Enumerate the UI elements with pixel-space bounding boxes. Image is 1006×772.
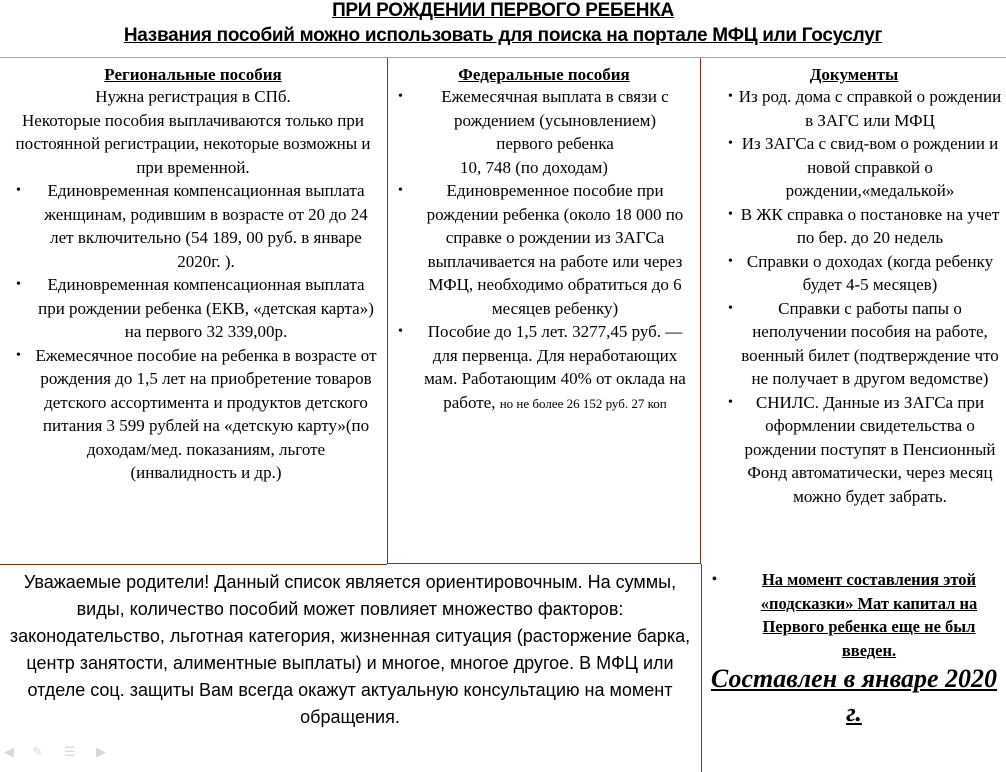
bullet-icon: • — [728, 394, 733, 410]
bullet-icon: • — [728, 300, 733, 316]
list-item: • Единовременное пособие при рождении ребенка (около 18 000 по справке о рождении из ЗАГСа выплачивается на работе или через МФЦ, необходимо обратиться до 6 месяцев ребенку) — [398, 181, 684, 318]
bullet-icon: • — [728, 89, 733, 104]
regional-intro-note: Некоторые пособия выплачиваются только при постоянной регистрации, некоторые возможны и при временной. — [15, 110, 371, 177]
list-item: • Справки с работы папы о неполучении пособия на работе, военный билет (подтверждение что не получает в другом ведомстве) — [728, 298, 999, 388]
list-item: • СНИЛС. Данные из ЗАГСа при оформлении свидетельства о рождении поступят в Пенсионный Фонд автоматически, через месяц можно будет забрать. — [728, 392, 996, 506]
bullet-icon: • — [398, 89, 403, 104]
regional-column — [0, 58, 386, 564]
regional-heading: Региональные пособия — [104, 65, 282, 84]
list-item: • Из род. дома с справкой о рождении в ЗАГС или МФЦ — [728, 87, 1002, 130]
bullet-icon: • — [16, 183, 21, 198]
prev-slide-icon[interactable]: ◀ — [4, 744, 14, 759]
maternity-capital-note: • На момент составления этой «подсказки» Мат капитал на Первого ребенка еще не был введен. — [712, 570, 978, 660]
list-item: • В ЖК справка о постановке на учет по бер. до 20 недель — [728, 204, 1000, 247]
page-title: ПРИ РОЖДЕНИИ ПЕРВОГО РЕБЕНКА — [332, 0, 674, 21]
bullet-icon: • — [398, 324, 403, 339]
regional-intro-registration: Нужна регистрация в СПб. — [95, 87, 291, 106]
menu-icon[interactable]: ☰ — [64, 744, 76, 759]
next-slide-icon[interactable]: ▶ — [96, 744, 106, 759]
list-item: • Ежемесячная выплата в связи с рождением (усыновлением) первого ребенка — [398, 87, 669, 153]
bullet-icon: • — [728, 206, 733, 222]
federal-limit: но не более 26 152 руб. 27 коп — [499, 395, 667, 411]
bullet-icon: • — [398, 183, 403, 198]
compiled-date: Составлен в январе 2020 г. — [710, 664, 998, 727]
list-item: • Единовременная компенсационная выплата при рождении ребенка (ЕКВ, «детская карта») на первого 32 339,00р. — [16, 275, 374, 341]
divider — [0, 564, 387, 565]
bullet-icon: • — [728, 253, 733, 269]
bullet-icon: • — [728, 136, 733, 151]
page-subtitle: Названия пособий можно использовать для поиска на портале МФЦ или Госуслуг — [123, 25, 883, 46]
list-item: • Ежемесячное пособие на ребенка в возрасте от рождения до 1,5 лет на приобретение товаров детского ассортимента и продуктов детского питания 3 599 рублей на «детскую карту»(по доходам/мед. показаниям, льготе (инвалидность и др.) — [16, 345, 377, 482]
list-item: • Справки о доходах (когда ребенку будет 4-5 месяцев) — [728, 251, 994, 294]
list-item: • Пособие до 1,5 лет. 3277,45 руб. — для первенца. Для неработающих мам. Работающим 40% от оклада на работе, но не более 26 152 руб. 27 коп — [398, 322, 686, 412]
list-item: • Единовременная компенсационная выплата женщинам, родившим в возрасте от 20 до 24 лет включительно (54 189, 00 руб. в январе 2020г. ). — [16, 181, 368, 271]
bullet-icon: • — [16, 277, 21, 292]
list-item: • Из ЗАГСа с свид-вом о рождении и новой справкой о рождении,«медалькой» — [728, 134, 999, 200]
documents-heading: Документы — [809, 65, 899, 84]
bullet-icon: • — [16, 347, 21, 363]
bullet-icon: • — [712, 572, 717, 587]
federal-column — [387, 58, 701, 564]
pen-icon[interactable]: ✎ — [32, 744, 43, 759]
federal-heading: Федеральные пособия — [458, 65, 630, 84]
federal-amount: 10, 748 (по доходам) — [460, 157, 608, 177]
disclaimer-text: Уважаемые родители! Данный список является ориентировочным. На суммы, виды, количество пособий может повлияет множество факторов: законодательство, льготная категория, жизненная ситуация (расторжение барка, центр занятости, алиментные выплаты) и многое, многое другое. В МФЦ или отделе соц. защиты Вам всегда окажут актуальную консультацию на момент обращения. — [9, 572, 691, 727]
